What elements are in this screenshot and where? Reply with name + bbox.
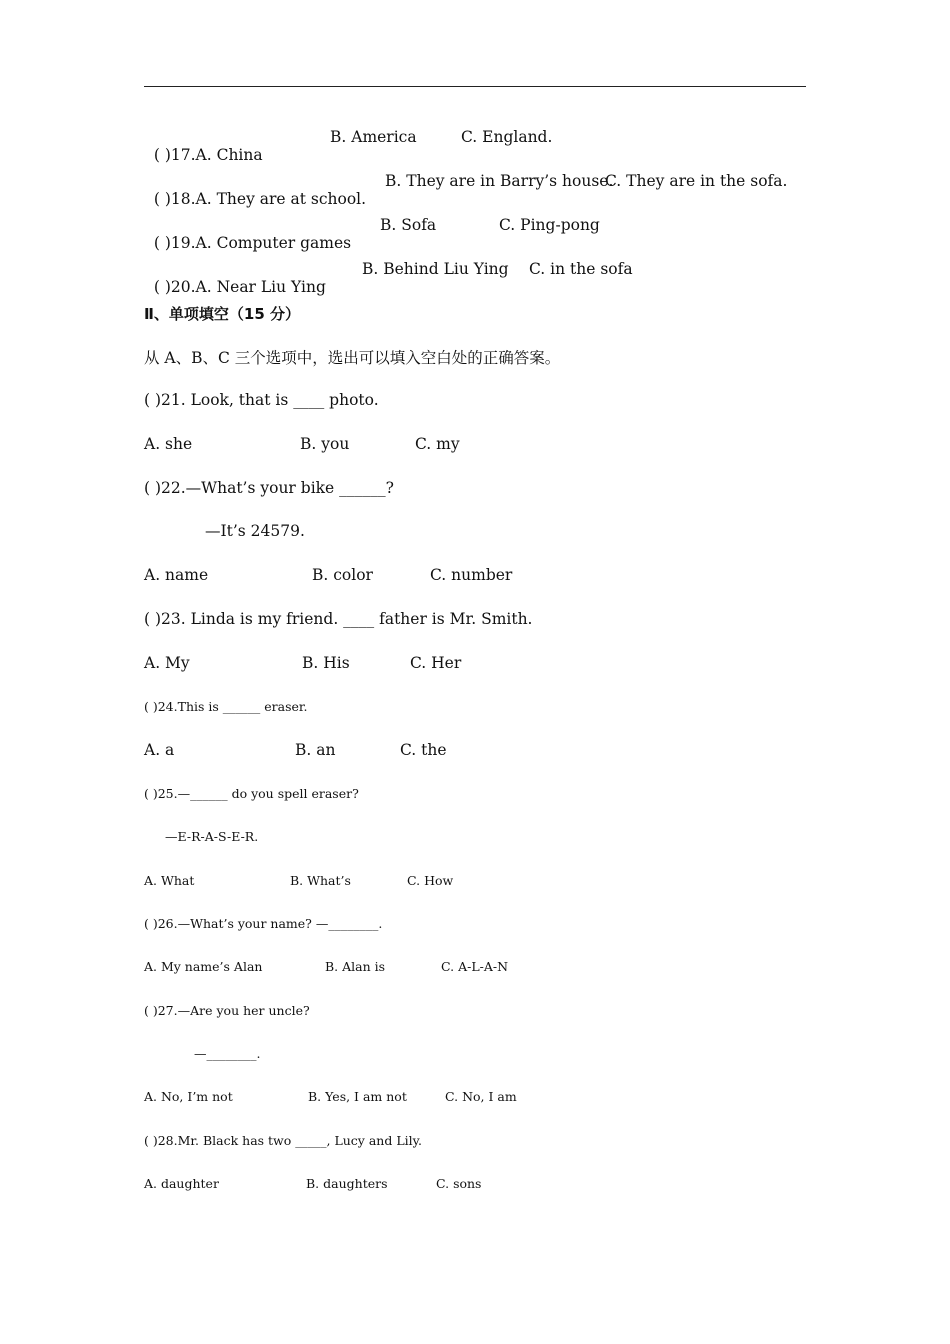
question-24-stem: ( )24.This is ______ eraser.: [144, 699, 308, 714]
question-18: [144, 172, 366, 208]
q18-option-c: C. They are in the sofa.: [605, 172, 788, 190]
q19-option-b: B. Sofa: [380, 216, 437, 234]
question-19: [144, 216, 351, 252]
question-17: [144, 128, 263, 164]
q23-option-c: C. Her: [410, 654, 462, 672]
q25-reply: —E-R-A-S-E-R.: [165, 829, 259, 844]
q25-option-b: B. What’s: [290, 873, 351, 888]
q17-option-b: B. America: [330, 128, 417, 146]
q26-option-b: B. Alan is: [325, 959, 386, 974]
question-27-stem: ( )27.—Are you her uncle?: [144, 1003, 310, 1018]
q27-option-a: A. No, I’m not: [144, 1089, 233, 1104]
q27-option-c: C. No, I am: [445, 1089, 517, 1104]
q23-option-a: A. My: [144, 654, 190, 672]
q25-option-a: A. What: [144, 873, 195, 888]
q24-option-a: A. a: [144, 741, 175, 759]
q28-option-c: C. sons: [436, 1176, 482, 1191]
q18-option-b: B. They are in Barry’s house.: [385, 172, 614, 190]
q27-reply: —________.: [194, 1046, 261, 1061]
q21-option-a: A. she: [144, 435, 193, 453]
q27-option-b: B. Yes, I am not: [308, 1089, 407, 1104]
question-23-stem: ( )23. Linda is my friend. ____ father is Mr. Smith.: [144, 610, 533, 628]
q20-option-a: ( )20.A. Near Liu Ying: [153, 278, 326, 296]
section-2-title: Ⅱ、单项填空（15 分）: [144, 305, 300, 323]
q17-option-c: C. England.: [461, 128, 553, 146]
q25-option-c: C. How: [407, 873, 454, 888]
q22-option-c: C. number: [430, 566, 513, 584]
question-26-stem: ( )26.—What’s your name? —________.: [144, 916, 383, 931]
q26-option-a: A. My name’s Alan: [144, 959, 263, 974]
q23-option-b: B. His: [302, 654, 350, 672]
header-rule: [144, 86, 806, 87]
q21-option-c: C. my: [415, 435, 460, 453]
q18-option-a: ( )18.A. They are at school.: [153, 190, 367, 208]
question-22-stem: ( )22.—What’s your bike ______?: [144, 479, 394, 497]
question-21-stem: ( )21. Look, that is ____ photo.: [144, 391, 379, 409]
question-28-stem: ( )28.Mr. Black has two _____, Lucy and Lily.: [144, 1133, 422, 1148]
q20-option-c: C. in the sofa: [529, 260, 633, 278]
question-20: [144, 260, 326, 296]
q19-option-a: ( )19.A. Computer games: [153, 234, 352, 252]
q26-option-c: C. A-L-A-N: [441, 959, 509, 974]
q21-option-b: B. you: [300, 435, 350, 453]
q24-option-c: C. the: [400, 741, 447, 759]
q20-option-b: B. Behind Liu Ying: [362, 260, 509, 278]
section-2-instruction: 从 A、B、C 三个选项中，选出可以填入空白处的正确答案。: [144, 349, 561, 367]
q22-reply: —It’s 24579.: [205, 522, 305, 540]
question-25-stem: ( )25.—______ do you spell eraser?: [144, 786, 359, 801]
q17-option-a: ( )17.A. China: [153, 146, 263, 164]
q22-option-b: B. color: [312, 566, 373, 584]
q24-option-b: B. an: [295, 741, 336, 759]
q28-option-b: B. daughters: [306, 1176, 388, 1191]
q28-option-a: A. daughter: [144, 1176, 219, 1191]
q22-option-a: A. name: [144, 566, 209, 584]
q19-option-c: C. Ping-pong: [499, 216, 600, 234]
